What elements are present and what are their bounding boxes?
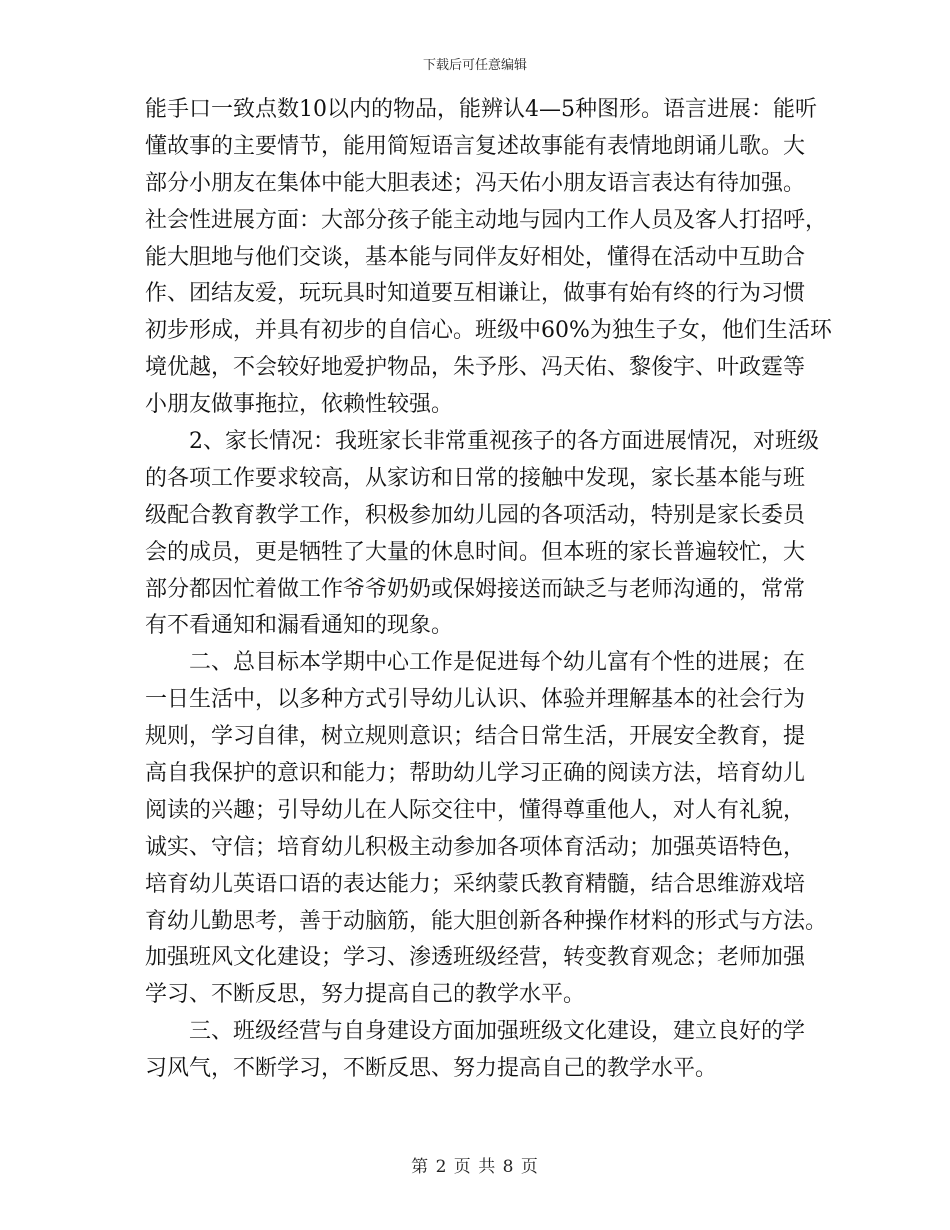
body-line: 培育幼儿英语口语的表达能力；采纳蒙氏教育精髓，结合思维游戏培 (145, 871, 806, 897)
body-line: 部分小朋友在集体中能大胆表述；冯天佑小朋友语言表达有待加强。 (145, 170, 806, 196)
paragraph-start-line: 二、总目标本学期中心工作是促进每个幼儿富有个性的进展；在 (189, 650, 806, 676)
body-line: 有不看通知和漏看通知的现象。 (145, 613, 454, 639)
body-line: 社会性进展方面：大部分孩子能主动地与园内工作人员及客人打招呼， (145, 207, 828, 233)
body-line: 学习、不断反思，努力提高自己的教学水平。 (145, 982, 586, 1008)
body-line: 阅读的兴趣；引导幼儿在人际交往中，懂得尊重他人，对人有礼貌， (145, 797, 806, 823)
page-number-footer: 第 2 页 共 8 页 (411, 1157, 539, 1177)
paragraph-start-line: 三、班级经营与自身建设方面加强班级文化建设，建立良好的学 (189, 1019, 806, 1045)
body-line: 级配合教育教学工作，积极参加幼儿园的各项活动，特别是家长委员 (145, 502, 806, 528)
body-line: 小朋友做事拖拉，依赖性较强。 (145, 392, 454, 418)
body-line: 高自我保护的意识和能力；帮助幼儿学习正确的阅读方法，培育幼儿 (145, 761, 806, 787)
body-line: 初步形成，并具有初步的自信心。班级中60%为独生子女，他们生活环 (145, 318, 832, 344)
document-body (145, 92, 832, 1088)
body-line: 的各项工作要求较高，从家访和日常的接触中发现，家长基本能与班 (145, 465, 806, 491)
body-line: 能大胆地与他们交谈，基本能与同伴友好相处，懂得在活动中互助合 (145, 244, 806, 270)
body-line: 懂故事的主要情节，能用简短语言复述故事能有表情地朗诵儿歌。大 (145, 133, 806, 159)
body-line: 诚实、守信；培育幼儿积极主动参加各项体育活动；加强英语特色， (145, 834, 806, 860)
page-header: 下载后可任意编辑 (422, 58, 527, 73)
body-line: 作、团结友爱，玩玩具时知道要互相谦让，做事有始有终的行为习惯 (145, 281, 806, 307)
body-line: 育幼儿勤思考，善于动脑筋，能大胆创新各种操作材料的形式与方法。 (145, 908, 828, 934)
body-line: 部分都因忙着做工作爷爷奶奶或保姆接送而缺乏与老师沟通的，常常 (145, 576, 806, 602)
body-line: 加强班风文化建设；学习、渗透班级经营，转变教育观念；老师加强 (145, 945, 806, 971)
body-line: 一日生活中，以多种方式引导幼儿认识、体验并理解基本的社会行为 (145, 687, 806, 713)
body-line: 习风气，不断学习，不断反思、努力提高自己的教学水平。 (145, 1056, 718, 1082)
body-line: 规则，学习自律，树立规则意识；结合日常生活，开展安全教育，提 (145, 724, 806, 750)
body-line: 能手口一致点数10以内的物品，能辨认4—5种图形。语言进展：能听 (145, 97, 817, 122)
body-line: 会的成员，更是牺牲了大量的休息时间。但本班的家长普遍较忙，大 (145, 539, 806, 565)
paragraph-start-line: 2、家长情况：我班家长非常重视孩子的各方面进展情况，对班级 (189, 429, 819, 455)
body-line: 境优越，不会较好地爱护物品，朱予彤、冯天佑、黎俊宇、叶政霆等 (145, 355, 806, 381)
